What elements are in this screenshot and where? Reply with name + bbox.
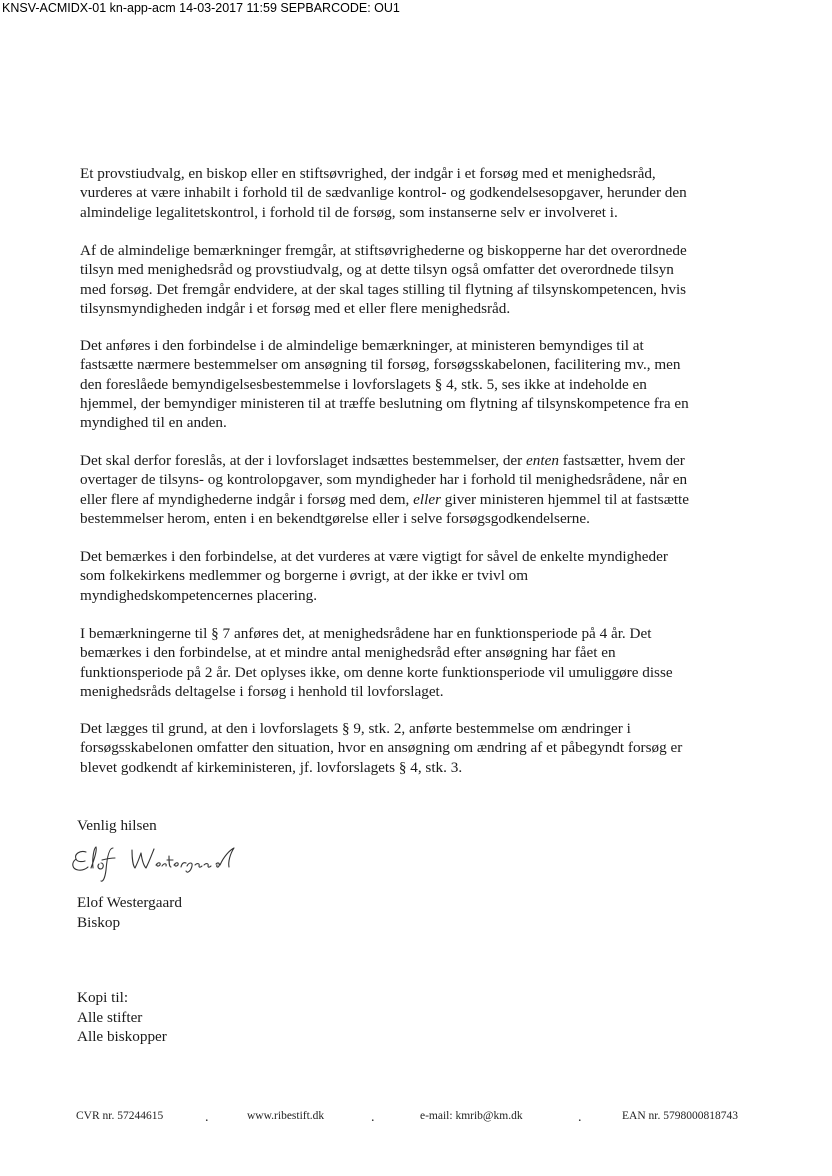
- text-line: fastsætte nærmere bestemmelser om ansøgning til forsøg, forsøgsskabelonen, facilitering mv., men: [80, 356, 681, 374]
- signatory-title: Biskop: [77, 913, 121, 931]
- footer-cvr: CVR nr. 57244615: [76, 1110, 164, 1122]
- text-run: eller flere af myndighederne indgår i forsøg med dem,: [80, 490, 414, 508]
- text-line: Af de almindelige bemærkninger fremgår, at stiftsøvrighederne og biskopperne har det overordnede: [80, 242, 687, 259]
- text-line: med forsøg. Det fremgår endvidere, at der skal tages stilling til flytning af tilsynskompetencen, hvis: [80, 280, 687, 298]
- handwritten-signature: [66, 836, 256, 886]
- copy-recipient: Alle stifter: [77, 1008, 143, 1026]
- footer-ean: EAN nr. 5798000818743: [622, 1110, 738, 1122]
- copy-block: [77, 988, 167, 1047]
- copy-label: Kopi til:: [77, 989, 129, 1006]
- paragraph-1: [80, 164, 810, 222]
- text-line: Et provstiudvalg, en biskop eller en stiftsøvrighed, der indgår i et forsøg med et menighedsråd,: [80, 165, 656, 182]
- text-line: [80, 490, 810, 509]
- text-line: menighedsråds deltagelse i forsøg i henhold til lovforslaget.: [80, 682, 444, 700]
- footer-separator: .: [578, 1110, 582, 1125]
- paragraph-3: [80, 336, 810, 432]
- text-line: vurderes at være inhabilt i forhold til de sædvanlige kontrol- og godkendelsesopgaver, herunder den: [80, 184, 687, 202]
- text-line: tilsynsmyndigheden indgår i et forsøg med et eller flere menighedsråd.: [80, 299, 511, 317]
- text-line: almindelige legalitetskontrol, i forhold til de forsøg, som instanserne selv er involveret i.: [80, 203, 618, 221]
- greeting: Venlig hilsen: [77, 817, 157, 834]
- text-line: blevet godkendt af kirkeministeren, jf. lovforslagets § 4, stk. 3.: [80, 758, 463, 776]
- scan-header: KNSV-ACMIDX-01 kn-app-acm 14-03-2017 11:59 SEPBARCODE: OU1: [2, 1, 400, 15]
- text-line: I bemærkningerne til § 7 anføres det, at menighedsrådene har en funktionsperiode på 4 år. Det: [80, 625, 652, 642]
- footer-separator: .: [205, 1110, 209, 1125]
- text-run: fastsætter, hvem der: [558, 452, 685, 469]
- paragraph-4: [80, 451, 810, 528]
- footer-website: www.ribestift.dk: [247, 1110, 325, 1122]
- paragraph-5: [80, 547, 810, 605]
- text-line: bemærkes i den forbindelse, at et mindre antal menighedsråd efter ansøgning har fået en: [80, 644, 616, 662]
- text-line: overtager de tilsyns- og kontrolopgaver, som myndigheder har i forhold til menighedsrådene, når en: [80, 471, 688, 489]
- text-line: hjemmel, der bemyndiger ministeren til at træffe beslutning om flytning af tilsynskompetence fra en: [80, 394, 689, 412]
- text-run: Det skal derfor foreslås, at der i lovforslaget indsættes bestemmelser, der: [80, 452, 527, 469]
- signatory-name: Elof Westergaard: [77, 894, 182, 911]
- text-line: [80, 451, 810, 470]
- text-run: giver ministeren hjemmel til at fastsætte: [441, 490, 690, 508]
- emphasis-enten: enten: [526, 452, 559, 469]
- copy-recipient: Alle biskopper: [77, 1028, 167, 1045]
- paragraph-7: [80, 719, 810, 777]
- text-line: bestemmelser herom, enten i en bekendtgørelse eller i selve forsøgsgodkendelserne.: [80, 509, 590, 527]
- text-line: myndighedskompetencernes placering.: [80, 586, 318, 604]
- paragraph-2: [80, 241, 810, 318]
- text-line: forsøgsskabelonen omfatter den situation, hvor en ansøgning om ændring af et påbegyndt forsøg er: [80, 739, 683, 757]
- text-line: funktionsperiode på 2 år. Det oplyses ikke, om denne korte funktionsperiode vil umuliggøre disse: [80, 663, 673, 681]
- text-line: Det bemærkes i den forbindelse, at det vurderes at være vigtigt for såvel de enkelte myndigheder: [80, 548, 668, 565]
- text-line: Det anføres i den forbindelse i de almindelige bemærkninger, at ministeren bemyndiges til at: [80, 337, 644, 354]
- paragraph-6: [80, 624, 810, 701]
- footer-separator: .: [371, 1110, 375, 1125]
- text-line: som folkekirkens medlemmer og borgerne i øvrigt, at der ikke er tvivl om: [80, 567, 529, 585]
- text-line: myndighed til en anden.: [80, 414, 227, 432]
- signatory-block: [77, 893, 182, 932]
- text-line: tilsyn med menighedsråd og provstiudvalg, og at dette tilsyn også omfatter det overordnede tilsyn: [80, 261, 674, 279]
- emphasis-eller: eller: [413, 490, 441, 508]
- text-line: Det lægges til grund, at den i lovforslagets § 9, stk. 2, anførte bestemmelse om ændringer i: [80, 720, 631, 737]
- footer-email: e-mail: kmrib@km.dk: [420, 1110, 523, 1122]
- text-line: den foreslåede bemyndigelsesbestemmelse i lovforslagets § 4, stk. 5, ses ikke at indeholde en: [80, 375, 647, 393]
